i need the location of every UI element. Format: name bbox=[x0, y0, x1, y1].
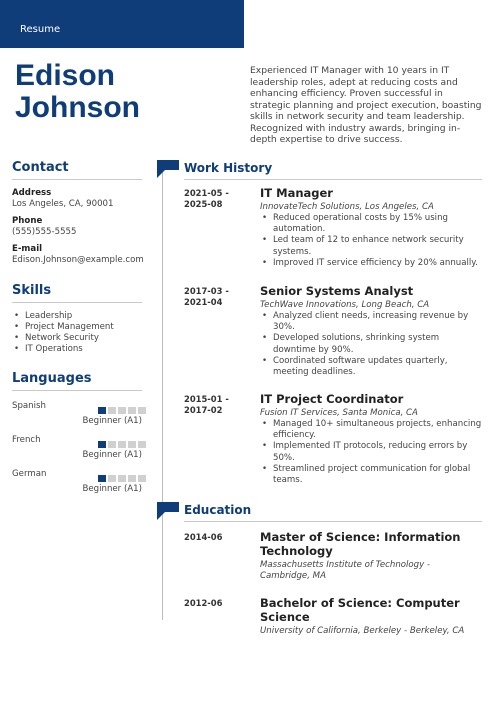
job-title: IT Project Coordinator bbox=[260, 392, 404, 406]
rating-square-empty bbox=[108, 475, 116, 482]
job-title: IT Manager bbox=[260, 186, 333, 200]
language-rating bbox=[98, 441, 146, 448]
resume-tab-label: Resume bbox=[20, 24, 61, 35]
job-date-start: 2015-01 - bbox=[184, 394, 229, 404]
education-body bbox=[260, 530, 482, 582]
skills-list bbox=[12, 311, 142, 355]
language-level: Beginner (A1) bbox=[82, 484, 142, 494]
job-bullets bbox=[260, 419, 482, 486]
language-item bbox=[12, 469, 142, 503]
job-body bbox=[260, 284, 482, 378]
education-date: 2014-06 bbox=[184, 532, 223, 542]
job-dates bbox=[184, 286, 252, 308]
rating-square-empty bbox=[118, 475, 126, 482]
contact-block bbox=[12, 188, 142, 265]
skills-heading: Skills bbox=[12, 283, 142, 303]
rating-square-empty bbox=[138, 475, 146, 482]
job-bullet: • Coordinated software updates quarterly, meeting deadlines. bbox=[260, 356, 482, 378]
phone-value: (555)555-5555 bbox=[12, 227, 77, 237]
skill-item: • Network Security bbox=[12, 333, 142, 344]
work-history-flag-icon bbox=[157, 160, 179, 178]
education-date: 2012-06 bbox=[184, 598, 223, 608]
languages-heading: Languages bbox=[12, 371, 142, 391]
work-history-section bbox=[184, 161, 482, 180]
rating-square-empty bbox=[128, 475, 136, 482]
language-level: Beginner (A1) bbox=[82, 416, 142, 426]
phone-label: Phone bbox=[12, 216, 43, 226]
job-bullet: • Analyzed client needs, increasing revenue by 30%. bbox=[260, 311, 482, 333]
education-heading: Education bbox=[184, 503, 482, 522]
job-bullet: • Implemented IT protocols, reducing errors by 50%. bbox=[260, 441, 482, 463]
language-rating bbox=[98, 475, 146, 482]
languages-list bbox=[12, 401, 142, 503]
job-body bbox=[260, 186, 482, 269]
address-label: Address bbox=[12, 188, 52, 198]
rating-square-empty bbox=[128, 407, 136, 414]
last-name: Johnson bbox=[15, 91, 140, 124]
job-dates bbox=[184, 394, 252, 416]
education-degree: Bachelor of Science: Computer Science bbox=[260, 596, 460, 624]
rating-square-filled bbox=[98, 441, 106, 448]
rating-square-empty bbox=[138, 407, 146, 414]
language-item bbox=[12, 401, 142, 435]
language-rating bbox=[98, 407, 146, 414]
job-bullets bbox=[260, 213, 482, 269]
job-title: Senior Systems Analyst bbox=[260, 284, 414, 298]
job-bullet: • Led team of 12 to enhance network security systems. bbox=[260, 235, 482, 257]
job-company: TechWave Innovations, Long Beach, CA bbox=[260, 300, 430, 310]
summary-text: Experienced IT Manager with 10 years in IT leadership roles, adept at reducing costs and enhancing efficiency. Proven successful in strategic planning and project execution, boasting skills in network security and team leadership. Recognized with industry awards, bringing in-depth expertise to drive success. bbox=[250, 65, 482, 145]
email-label: E-mail bbox=[12, 244, 43, 254]
resume-tab bbox=[0, 0, 244, 48]
contact-heading: Contact bbox=[12, 160, 142, 180]
skill-item: • Project Management bbox=[12, 322, 142, 333]
left-column bbox=[12, 160, 142, 503]
rating-square-empty bbox=[118, 441, 126, 448]
job-bullet: • Reduced operational costs by 15% using automation. bbox=[260, 213, 482, 235]
job-date-end: 2021-04 bbox=[184, 297, 223, 307]
job-date-start: 2021-05 - bbox=[184, 188, 229, 198]
education-school: University of California, Berkeley - Berkeley, CA bbox=[260, 626, 465, 636]
language-level: Beginner (A1) bbox=[82, 450, 142, 460]
education-degree: Master of Science: Information Technology bbox=[260, 530, 461, 558]
education-school: Massachusetts Institute of Technology - Cambridge, MA bbox=[260, 560, 431, 581]
language-name: German bbox=[12, 469, 47, 479]
job-bullet: • Improved IT service efficiency by 20% annually. bbox=[260, 258, 482, 269]
language-name: French bbox=[12, 435, 41, 445]
first-name: Edison bbox=[15, 59, 116, 92]
job-bullet: • Streamlined project communication for global teams. bbox=[260, 464, 482, 486]
job-date-start: 2017-03 - bbox=[184, 286, 229, 296]
email-link[interactable]: Edison.Johnson@example.com bbox=[12, 255, 144, 265]
education-body bbox=[260, 596, 482, 637]
language-name: Spanish bbox=[12, 401, 46, 411]
job-date-end: 2017-02 bbox=[184, 405, 223, 415]
skill-item: • Leadership bbox=[12, 311, 142, 322]
job-body bbox=[260, 392, 482, 486]
work-history-heading: Work History bbox=[184, 161, 482, 180]
skill-item: • IT Operations bbox=[12, 344, 142, 355]
address-value: Los Angeles, CA, 90001 bbox=[12, 199, 114, 209]
job-company: Fusion IT Services, Santa Monica, CA bbox=[260, 408, 418, 418]
job-bullets bbox=[260, 311, 482, 378]
candidate-name bbox=[15, 60, 140, 124]
rating-square-empty bbox=[108, 407, 116, 414]
rating-square-empty bbox=[128, 441, 136, 448]
rating-square-empty bbox=[118, 407, 126, 414]
timeline-line bbox=[162, 168, 163, 620]
job-bullet: • Developed solutions, shrinking system downtime by 90%. bbox=[260, 333, 482, 355]
education-section bbox=[184, 503, 482, 522]
rating-square-filled bbox=[98, 407, 106, 414]
language-item bbox=[12, 435, 142, 469]
rating-square-empty bbox=[108, 441, 116, 448]
job-date-end: 2025-08 bbox=[184, 199, 223, 209]
education-flag-icon bbox=[157, 502, 179, 520]
rating-square-empty bbox=[138, 441, 146, 448]
rating-square-filled bbox=[98, 475, 106, 482]
job-bullet: • Managed 10+ simultaneous projects, enhancing efficiency. bbox=[260, 419, 482, 441]
job-dates bbox=[184, 188, 252, 210]
job-company: InnovateTech Solutions, Los Angeles, CA bbox=[260, 202, 434, 212]
